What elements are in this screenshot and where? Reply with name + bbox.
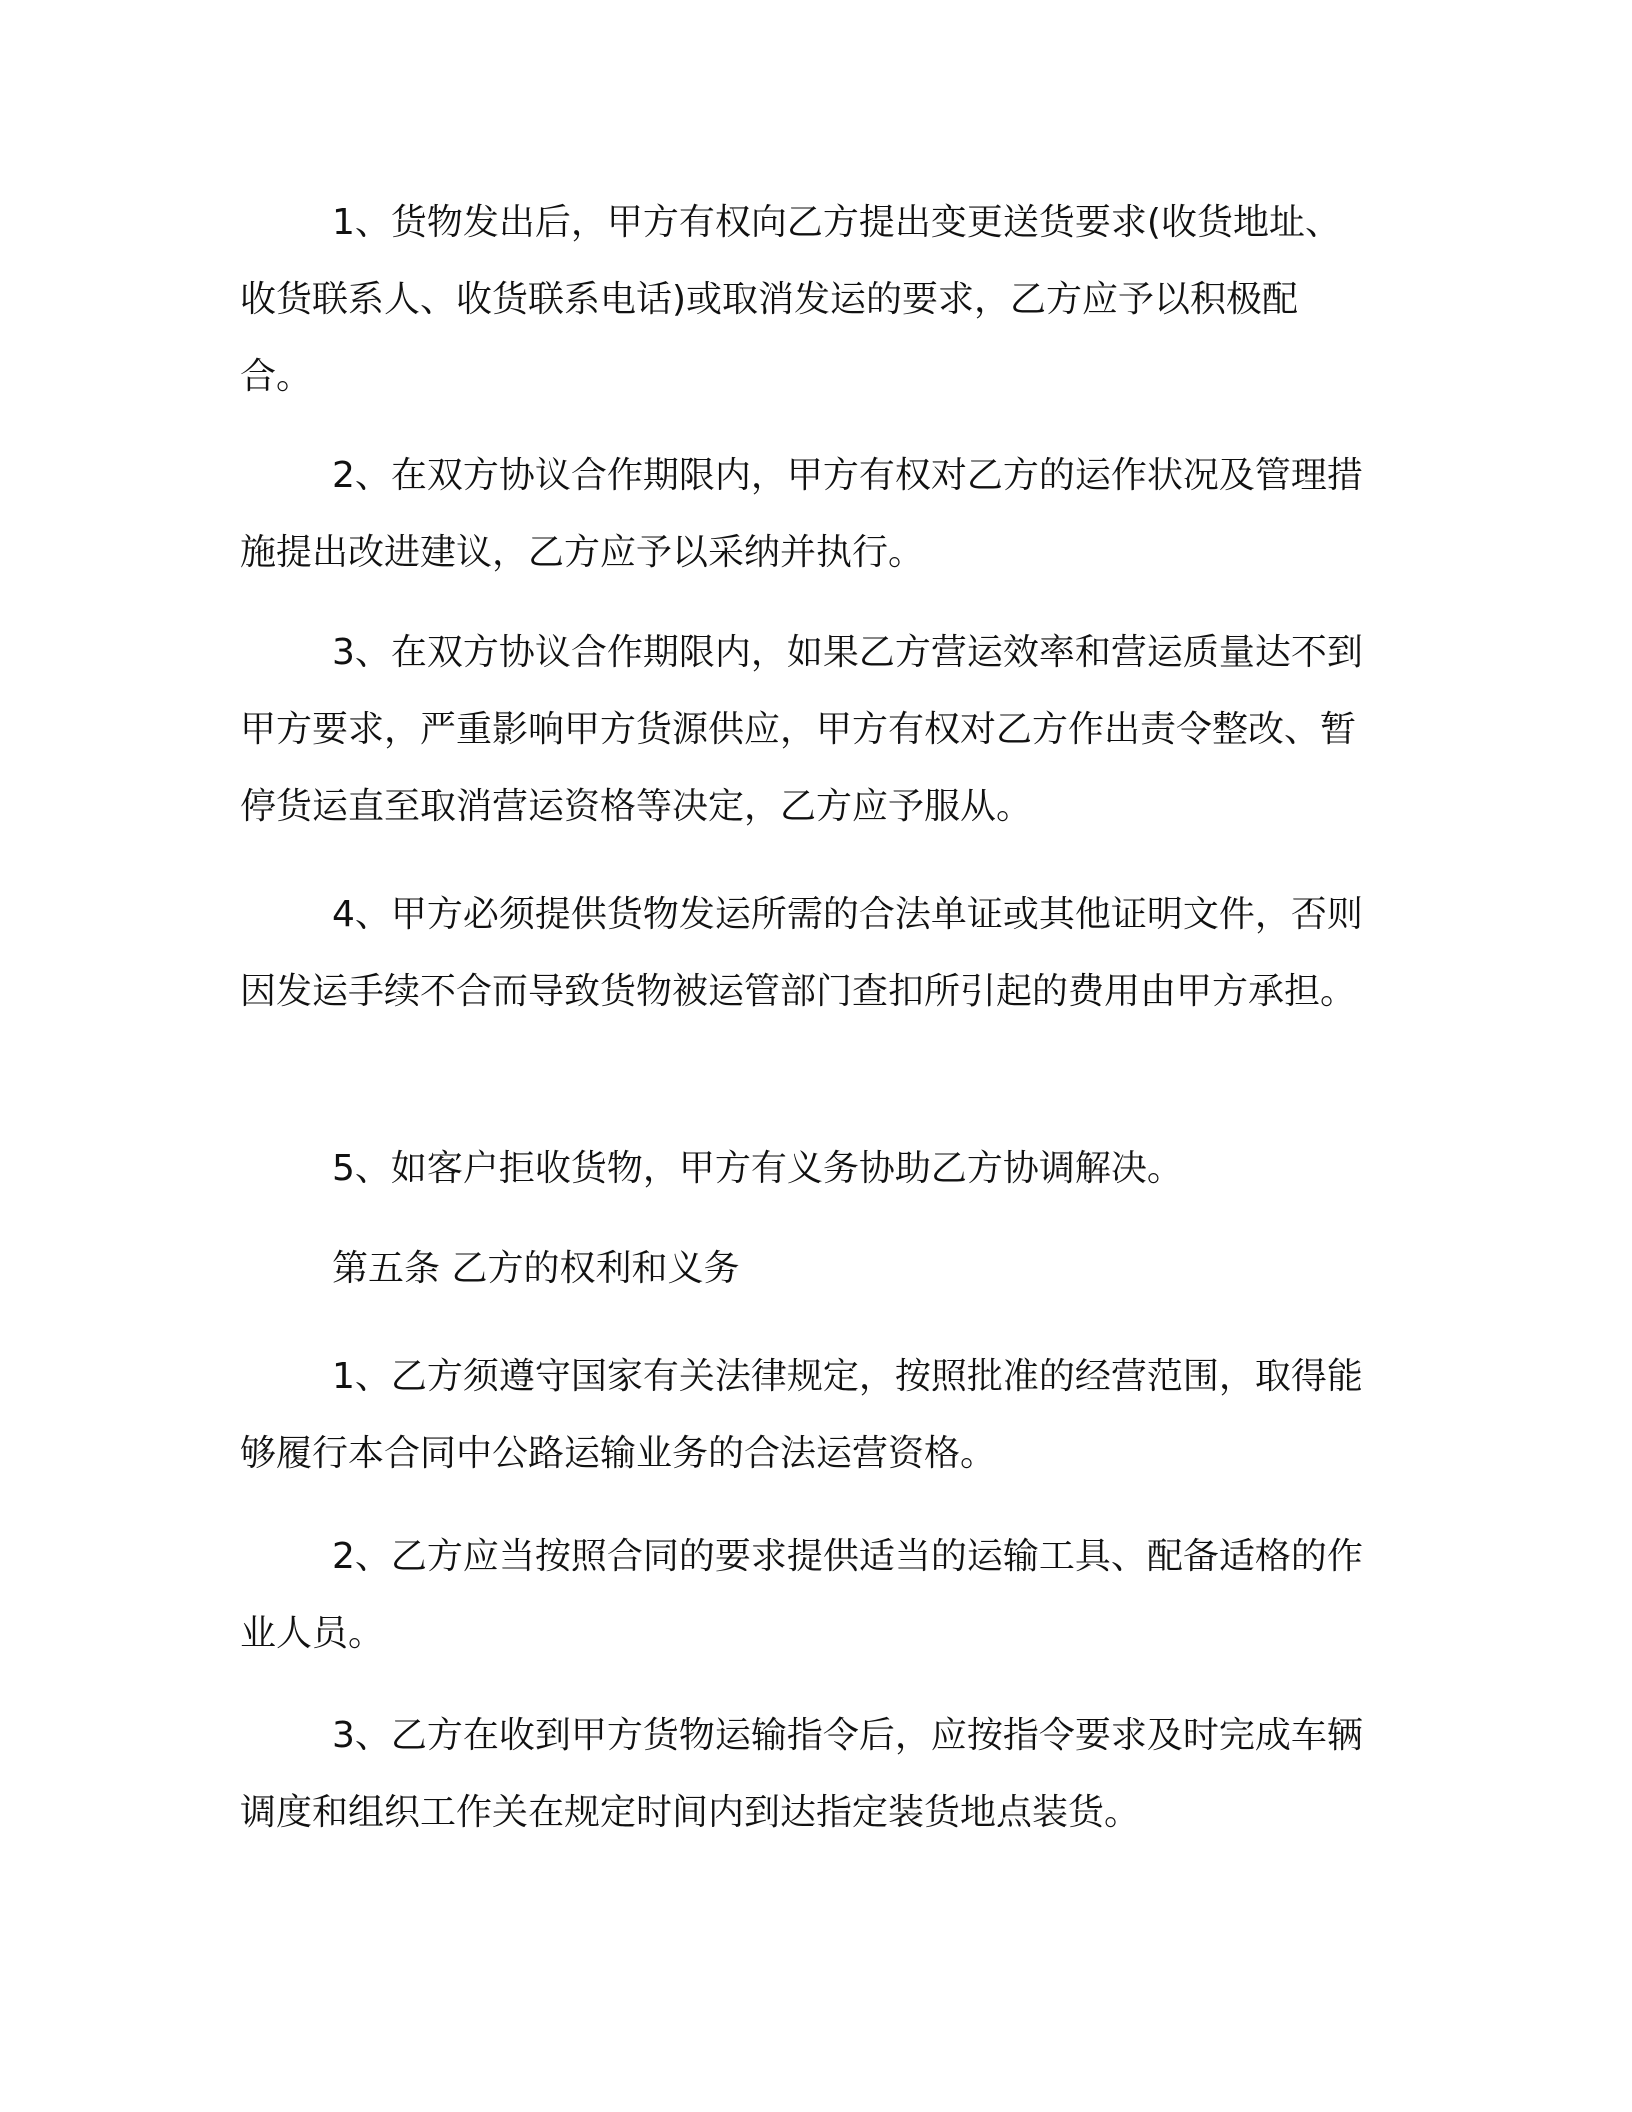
- paragraph-party-b-item-2: 2、乙方应当按照合同的要求提供适当的运输工具、配备适格的作业人员。: [240, 1536, 1363, 1654]
- paragraph-party-b-item-3: 3、乙方在收到甲方货物运输指令后，应按指令要求及时完成车辆调度和组织工作关在规定时间内到达指定装货地点装货。: [240, 1715, 1363, 1833]
- paragraph-party-a-item-3: 3、在双方协议合作期限内，如果乙方营运效率和营运质量达不到甲方要求，严重影响甲方货源供应，甲方有权对乙方作出责令整改、暂停货运直至取消营运资格等决定，乙方应予服从。: [240, 632, 1363, 827]
- paragraph-party-b-item-1: 1、乙方须遵守国家有关法律规定，按照批准的经营范围，取得能够履行本合同中公路运输业务的合法运营资格。: [240, 1356, 1363, 1474]
- paragraph-party-a-item-5: 5、如客户拒收货物，甲方有义务协助乙方协调解决。: [332, 1148, 1183, 1189]
- paragraph-party-a-item-4: 4、甲方必须提供货物发运所需的合法单证或其他证明文件，否则因发运手续不合而导致货物被运管部门查扣所引起的费用由甲方承担。: [240, 894, 1363, 1012]
- section-heading: 第五条 乙方的权利和义务: [332, 1248, 740, 1289]
- paragraph-party-a-item-1: 1、货物发出后，甲方有权向乙方提出变更送货要求(收货地址、收货联系人、收货联系电话)或取消发运的要求，乙方应予以积极配合。: [240, 202, 1341, 397]
- paragraph-party-a-item-2: 2、在双方协议合作期限内，甲方有权对乙方的运作状况及管理措施提出改进建议，乙方应予以采纳并执行。: [240, 455, 1363, 573]
